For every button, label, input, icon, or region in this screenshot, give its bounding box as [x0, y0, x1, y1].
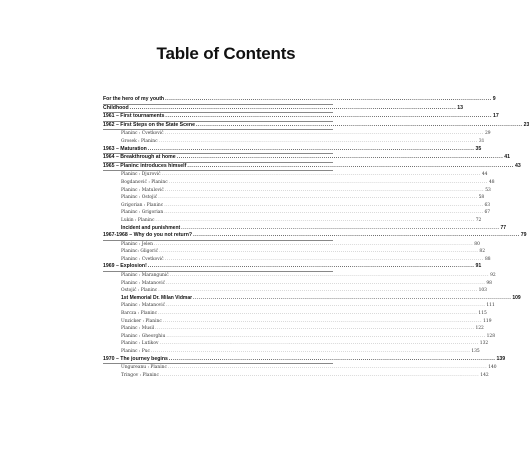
- dot-leader: ................................................................................................................................................................: [168, 355, 496, 362]
- dot-leader: ................................................................................................................................................................: [159, 341, 479, 347]
- dot-leader: ................................................................................................................................................................: [153, 241, 474, 247]
- toc-game-entry[interactable]: [103, 130, 491, 138]
- dot-leader: ................................................................................................................................................................: [168, 179, 489, 185]
- toc-entry-title: Barcza : Planinc: [121, 311, 158, 317]
- toc-entry-title: Planinc : Puc: [121, 349, 151, 354]
- toc-entry-title: Planinc : Djurović: [121, 172, 161, 178]
- toc-page-number: 111: [486, 303, 495, 309]
- toc-game-entry[interactable]: [103, 287, 487, 295]
- toc-game-entry[interactable]: [103, 138, 485, 146]
- toc-game-entry[interactable]: [103, 325, 484, 333]
- toc-section-entry[interactable]: [103, 104, 464, 114]
- toc-page-number: 53: [485, 187, 491, 193]
- dot-leader: ................................................................................................................................................................: [164, 210, 484, 216]
- toc-entry-title: 1969 – Explosion!: [103, 263, 147, 270]
- toc-page-number: 135: [471, 349, 480, 354]
- dot-leader: ................................................................................................................................................................: [181, 224, 500, 231]
- toc-entry-title: Planinc : Jelen: [121, 241, 153, 247]
- toc-game-entry[interactable]: [103, 340, 489, 348]
- toc-page-number: 9: [492, 96, 496, 102]
- toc-page-number: 88: [484, 256, 491, 262]
- toc-section-entry[interactable]: [103, 294, 521, 303]
- toc-entry-title: Planinc : Gheorghiu: [121, 333, 166, 339]
- dot-leader: ................................................................................................................................................................: [161, 172, 481, 178]
- toc-entry-title: Ungureanu : Planinc: [121, 365, 167, 371]
- toc-section-entry[interactable]: [103, 355, 506, 365]
- dot-leader: ................................................................................................................................................................: [187, 162, 514, 169]
- dot-leader: ................................................................................................................................................................: [158, 311, 478, 317]
- toc-entry-title: Planinc: Gligorić: [121, 249, 159, 255]
- dot-leader: ................................................................................................................................................................: [169, 273, 490, 279]
- toc-game-entry[interactable]: [103, 348, 480, 356]
- toc-section-entry[interactable]: [103, 121, 529, 131]
- toc-entry-title: Planinc : Matulović: [121, 187, 164, 193]
- dot-leader: ................................................................................................................................................................: [147, 145, 475, 152]
- toc-page-number: 142: [480, 372, 489, 378]
- toc-page-number: 80: [474, 241, 480, 247]
- toc-section-entry[interactable]: [103, 145, 482, 155]
- toc-entry-title: Planinc : Grigorian: [121, 210, 164, 216]
- dot-leader: ................................................................................................................................................................: [164, 187, 485, 193]
- toc-entry-title: For the hero of my youth: [103, 96, 165, 102]
- toc-page-number: 35: [475, 145, 482, 152]
- toc-page-number: 132: [479, 341, 489, 347]
- toc-section-entry[interactable]: [103, 154, 511, 163]
- toc-page-number: 44: [481, 172, 488, 178]
- toc-entry-title: Planinc : Ostojić: [121, 195, 158, 201]
- toc-page-number: 41: [504, 154, 511, 161]
- dot-leader: ................................................................................................................................................................: [159, 249, 479, 255]
- toc-game-entry[interactable]: [103, 333, 496, 341]
- dot-leader: ................................................................................................................................................................: [165, 96, 492, 102]
- toc-page-number: 98: [486, 280, 492, 286]
- table-of-contents: [103, 96, 529, 379]
- dot-leader: ................................................................................................................................................................: [164, 256, 484, 262]
- toc-game-entry[interactable]: [103, 187, 491, 195]
- toc-entry-title: 1970 – The journey begins: [103, 355, 168, 362]
- toc-entry-title: Lukin : Planinc: [121, 217, 155, 223]
- dot-leader: ................................................................................................................................................................: [166, 333, 486, 339]
- toc-section-entry[interactable]: [103, 113, 499, 122]
- toc-page-number: 63: [484, 202, 491, 208]
- dot-leader: ................................................................................................................................................................: [167, 365, 488, 371]
- toc-section-entry[interactable]: [103, 224, 506, 233]
- toc-entry-title: Planinc : Marangunić: [121, 273, 169, 279]
- toc-entry-title: Incident and punishment: [121, 224, 181, 231]
- toc-entry-title: Tringov : Planinc: [121, 372, 159, 378]
- toc-page-number: 58: [478, 195, 485, 201]
- toc-entry-title: Unzicker : Planinc: [121, 318, 162, 324]
- toc-section-entry[interactable]: [103, 263, 482, 272]
- dot-leader: ................................................................................................................................................................: [158, 138, 478, 144]
- dot-leader: ................................................................................................................................................................: [155, 326, 475, 332]
- toc-entry-title: 1962 – First Steps on the State Scene: [103, 121, 195, 128]
- dot-leader: ................................................................................................................................................................: [165, 113, 493, 120]
- toc-entry-title: Grigorian : Planinc: [121, 202, 164, 208]
- dot-leader: ................................................................................................................................................................: [164, 202, 484, 208]
- toc-section-entry[interactable]: [103, 232, 527, 241]
- toc-page-number: 79: [520, 232, 527, 239]
- toc-page-number: 31: [478, 138, 485, 144]
- dot-leader: ................................................................................................................................................................: [195, 121, 523, 128]
- toc-page-number: 115: [478, 311, 487, 317]
- dot-leader: ................................................................................................................................................................: [159, 372, 480, 378]
- toc-entry-title: Planinc : Matanović: [121, 303, 166, 309]
- dot-leader: ................................................................................................................................................................: [193, 294, 512, 301]
- toc-entry-title: Ostojić : Planinc: [121, 288, 158, 294]
- toc-page-number: 140: [488, 365, 497, 371]
- dot-leader: ................................................................................................................................................................: [193, 232, 520, 239]
- toc-page-number: 48: [489, 179, 495, 185]
- toc-game-entry[interactable]: [103, 209, 491, 217]
- toc-page-number: 139: [496, 355, 506, 362]
- toc-game-entry[interactable]: [103, 364, 497, 372]
- toc-page-number: 13: [457, 104, 464, 111]
- toc-entry-title: 1964 – Breakthrough at home: [103, 154, 176, 161]
- toc-page-number: 92: [490, 273, 496, 279]
- dot-leader: ................................................................................................................................................................: [166, 280, 486, 286]
- toc-game-entry[interactable]: [103, 194, 485, 202]
- dot-leader: ................................................................................................................................................................: [151, 349, 471, 354]
- toc-entry-title: 1st Memorial Dr. Milan Vidmar: [121, 294, 193, 301]
- toc-page-number: 72: [475, 217, 482, 223]
- toc-game-entry[interactable]: [103, 217, 482, 225]
- toc-page-number: 77: [500, 224, 506, 231]
- toc-game-entry[interactable]: [103, 272, 496, 280]
- dot-leader: ................................................................................................................................................................: [176, 154, 504, 161]
- toc-entry-title: Grosek : Planinc: [121, 138, 158, 144]
- toc-page-number: 103: [478, 288, 487, 294]
- toc-game-entry[interactable]: [103, 171, 488, 179]
- toc-game-entry[interactable]: [103, 318, 492, 326]
- toc-game-entry[interactable]: [103, 280, 492, 288]
- dot-leader: ................................................................................................................................................................: [158, 288, 478, 294]
- toc-game-entry[interactable]: [103, 310, 487, 318]
- dot-leader: ................................................................................................................................................................: [158, 195, 478, 201]
- dot-leader: ................................................................................................................................................................: [164, 131, 484, 137]
- toc-entry-title: Childhood: [103, 104, 129, 111]
- toc-game-entry[interactable]: [103, 302, 495, 310]
- toc-entry-title: Planinc : Musil: [121, 326, 155, 332]
- toc-entry-title: 1967-1968 – Why do you not return?: [103, 232, 193, 239]
- toc-entry-title: Planinc : Lutikov: [121, 341, 159, 347]
- toc-entry-title: Planinc : Cvetković: [121, 256, 164, 262]
- toc-page-number: 122: [475, 326, 484, 332]
- toc-entry-title: Planinc : Matanović: [121, 280, 166, 286]
- toc-entry-title: Planinc : Cvetković: [121, 131, 164, 137]
- toc-section-entry[interactable]: [103, 162, 521, 172]
- toc-page-number: 109: [512, 294, 521, 301]
- dot-leader: ................................................................................................................................................................: [155, 217, 475, 223]
- toc-game-entry[interactable]: [103, 179, 495, 187]
- toc-page-number: 91: [475, 263, 482, 270]
- dot-leader: ................................................................................................................................................................: [129, 104, 457, 111]
- toc-section-entry[interactable]: [103, 96, 496, 105]
- toc-entry-title: Bogdanović : Planinc: [121, 179, 168, 185]
- toc-page-number: 67: [484, 210, 491, 216]
- toc-game-entry[interactable]: [103, 202, 491, 210]
- dot-leader: ................................................................................................................................................................: [162, 318, 483, 324]
- page-title: Table of Contents: [156, 44, 296, 63]
- toc-page-number: 82: [479, 249, 486, 255]
- toc-page-number: 119: [483, 318, 492, 324]
- toc-entry-title: 1965 – Planinc introduces himself: [103, 162, 187, 169]
- toc-page-number: 23: [523, 121, 529, 128]
- toc-page-number: 17: [493, 113, 499, 120]
- toc-game-entry[interactable]: [103, 372, 489, 380]
- toc-game-entry[interactable]: [103, 256, 491, 264]
- toc-page-number: 43: [514, 162, 521, 169]
- dot-leader: ................................................................................................................................................................: [166, 303, 486, 309]
- toc-page-number: 29: [484, 131, 491, 137]
- dot-leader: ................................................................................................................................................................: [147, 263, 475, 270]
- toc-game-entry[interactable]: [103, 248, 486, 256]
- toc-entry-title: 1961 – First tournaments: [103, 113, 165, 120]
- toc-page-number: 128: [486, 333, 496, 339]
- toc-entry-title: 1963 – Maturation: [103, 145, 147, 152]
- toc-game-entry[interactable]: [103, 241, 480, 249]
